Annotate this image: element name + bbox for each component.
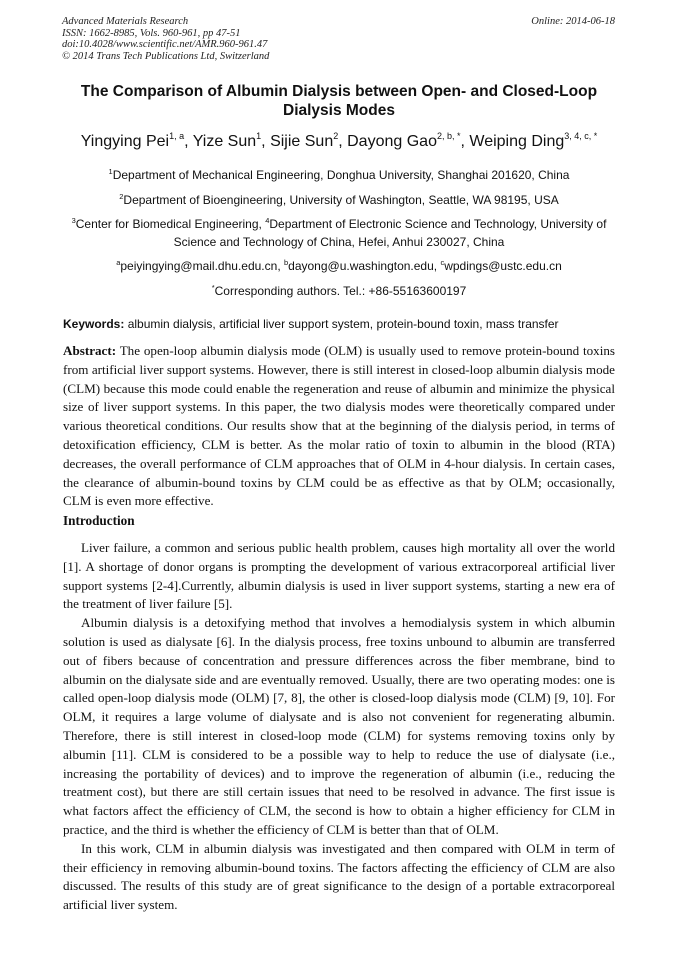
affiliation-1 (40, 166, 638, 184)
author-affiliation-marks: 1, a (169, 131, 185, 141)
paper-title: The Comparison of Albumin Dialysis between Open- and Closed-Loop Dialysis Modes (80, 83, 598, 119)
keywords-text: albumin dialysis, artificial liver support system, protein-bound toxin, mass transfer (127, 317, 559, 331)
affiliation-mark: 1 (108, 167, 113, 176)
author: Yize Sun (192, 133, 257, 150)
author-list: Yingying Pei$^{1, a}$, Yize Sun$^1$, Sijie Sun$^2$, Dayong Gao$^{2, b, *}$, Weiping Ding$^{3, 4, c, *}$ (80, 131, 598, 150)
abstract-text: The open-loop albumin dialysis mode (OLM) is usually used to remove protein-bound toxins from artificial liver support systems. However, there is still interest in closed-loop albumin dialysis mode (CLM) because this mode could enable the regeneration and reuse of albumin and minimize the physical size of liver support systems. In this paper, the two dialysis modes were theoretically compared under various theoretical conditions. Our results show that at the beginning of the dialysis period, in terms of detoxification efficiency, CLM is better. As the molar ratio of toxin to albumin in the blood (RTA) decreases, the overall performance of CLM approaches that of OLM in 4-hour dialysis. In certain cases, the clearance of albumin-bound toxins by CLM could be as effective as that by OLM; occasionally, CLM is even more effective. (63, 343, 615, 509)
paragraph: Liver failure, a common and serious public health problem, causes high mortality all over the world [1]. A shortage of donor organs is prompting the development of various extracorporeal artificial liver support systems [2-4].Currently, albumin dialysis is used in liver support systems, starting a new era of the treatment of liver failure [5]. (63, 540, 615, 612)
author-affiliation-marks: 2 (333, 131, 339, 141)
affiliation-text: Department of Bioengineering, University of Washington, Seattle, WA 98195, USA (123, 193, 559, 207)
author-affiliation-marks: 2, b, * (436, 131, 461, 141)
author: Yingying Pei (80, 133, 170, 150)
affiliation-mark: 2 (119, 192, 124, 201)
affiliation-text: Department of Mechanical Engineering, Donghua University, Shanghai 201620, China (112, 168, 570, 182)
email-mark: b (283, 258, 289, 267)
paragraph: Albumin dialysis is a detoxifying method that involves a hemodialysis system in which albumin solution is used as dialysate [6]. In the dialysis process, free toxins unbound to albumin are transferred out of fibers because of concentration and pressure differences across the fiber membrane, bind to albumin on the dialysate side and are eventually removed. Usually, there are two operating modes: one is called open-loop dialysis mode (OLM) [7, 8], the other is closed-loop dialysis mode (CLM) [9, 10]. For OLM, it requires a large volume of dialysate and is also not convenient for regenerating albumin. Therefore, there is still interest in closed-loop mode (CLM) for systems removing toxins only by albumin [11]. CLM is considered to be a possible way to help to reduce the use of dialysate (i.e., increasing the portability of devices) and to improve the regeneration of albumin (i.e., reducing the treatment cost), but there are still certain issues that need to be resolved in advance. The first issue is what factors affect the efficiency of CLM, the second is how to obtain a higher efficiency for CLM in practice, and the third is whether the efficiency of CLM is better than that of OLM. (63, 615, 615, 837)
abstract (63, 342, 615, 511)
keywords (63, 315, 615, 333)
online-date: Online: 2014-06-18 (531, 16, 615, 27)
corresponding-mark: * (211, 283, 215, 292)
email-mark: c (440, 258, 445, 267)
affiliation-text: Department of Electronic Science and Technology, University of Science and Technology of China, Hefei, Anhui 230027, China (173, 217, 607, 249)
email-list: $^a$peiyingying@mail.dhu.edu.cn, $^b$dayong@u.washington.edu, $^c$wpdings@ustc.edu.cn (116, 258, 562, 273)
introduction-body (63, 539, 615, 915)
corresponding-text: Corresponding authors. Tel.: +86-55163600197 (214, 284, 467, 298)
doi-line[interactable]: doi:10.4028/www.scientific.net/AMR.960-961.47 (62, 39, 268, 50)
issn-line: ISSN: 1662-8985, Vols. 960-961, pp 47-51 (62, 27, 241, 39)
email-link[interactable]: peiyingying@mail.dhu.edu.cn (120, 259, 278, 273)
affiliation-mark: 3 (71, 216, 76, 225)
email-link[interactable]: wpdings@ustc.edu.cn (444, 259, 562, 273)
author: Weiping Ding (469, 133, 565, 150)
author-affiliation-marks: 1 (256, 131, 262, 141)
email-mark: a (116, 258, 121, 267)
copyright-line: © 2014 Trans Tech Publications Ltd, Switzerland (62, 50, 270, 62)
section-heading-introduction: Introduction (63, 513, 135, 528)
affiliation-mark: 4 (265, 216, 270, 225)
affiliation-3-4 (52, 215, 626, 251)
affiliation-2 (40, 191, 638, 209)
paragraph: In this work, CLM in albumin dialysis was investigated and then compared with OLM in term of their efficiency in removing albumin-bound toxins. The factors affecting the efficiency of CLM are also discussed. The results of this study are of great significance to the design of a portable extracorporeal artificial liver system. (63, 840, 615, 913)
corresponding-note (40, 282, 638, 300)
author-affiliation-marks: 3, 4, c, * (564, 131, 598, 141)
abstract-label: Abstract: (63, 343, 117, 358)
author: Dayong Gao (347, 133, 437, 150)
journal-name: Advanced Materials Research (62, 16, 189, 27)
keywords-label: Keywords: (63, 317, 125, 331)
author: Sijie Sun (270, 133, 334, 150)
email-link[interactable]: dayong@u.washington.edu (288, 259, 434, 273)
journal-header (62, 16, 269, 62)
affiliation-text: Center for Biomedical Engineering, (75, 217, 266, 231)
